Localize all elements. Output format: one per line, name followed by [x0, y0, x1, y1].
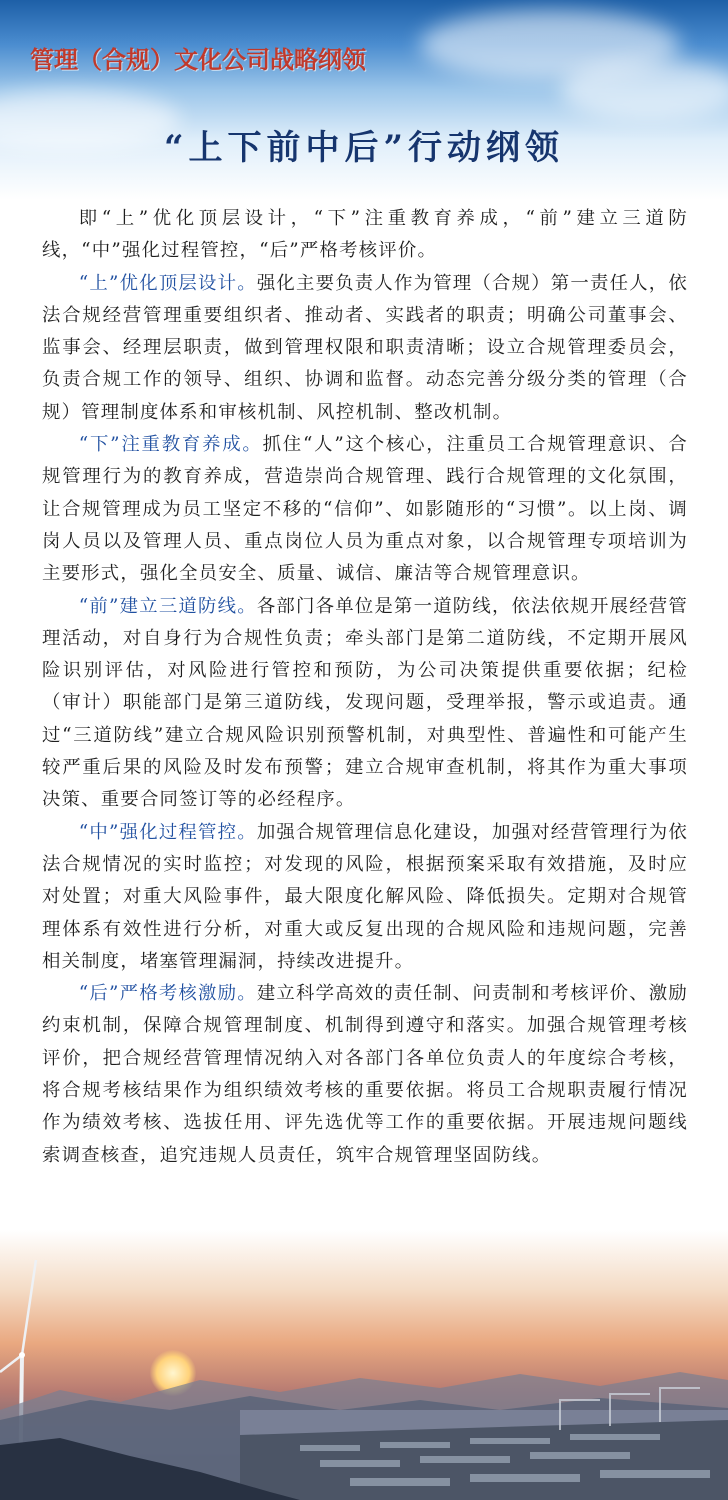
paragraph-lead: “前”建立三道防线。 [78, 595, 257, 617]
paragraph-three-lines [42, 591, 688, 817]
paragraph-body: 抓住“人”这个核心，注重员工合规管理意识、合规管理行为的教育养成，营造崇尚合规管理、践行合规管理的文化氛围，让合规管理成为员工坚定不移的“信仰”、如影随形的“习惯”。以上岗、调岗人员以及管理人员、重点岗位人员为重点对象，以合规管理专项培训为主要形式，强化全员安全、质量、诚信、廉洁等合规管理意识。 [42, 434, 688, 585]
paragraph-top-design [42, 268, 688, 429]
paragraph-education [42, 429, 688, 590]
intro-paragraph [42, 203, 688, 268]
cloud-decoration [560, 60, 728, 120]
paragraph-assessment [42, 978, 688, 1172]
paragraph-process-control [42, 817, 688, 978]
landscape-illustration [0, 1260, 728, 1500]
page-title: “上下前中后”行动纲领 [163, 128, 565, 168]
paragraph-lead: “下”注重教育养成。 [78, 434, 263, 456]
paragraph-lead: “中”强化过程管控。 [78, 821, 257, 843]
paragraph-body: 加强合规管理信息化建设，加强对经营管理行为依法合规情况的实时监控；对发现的风险，根据预案采取有效措施，及时应对处置；对重大风险事件，最大限度化解风险、降低损失。定期对合规管理体系有效性进行分析，对重大或反复出现的合规风险和违规问题，完善相关制度，堵塞管理漏洞，持续改进提升。 [42, 821, 688, 972]
paragraph-lead: “上”优化顶层设计。 [78, 272, 257, 294]
article-body [42, 203, 688, 1172]
series-title: 管理（合规）文化公司战略纲领 [30, 46, 366, 74]
paragraph-lead: “后”严格考核激励。 [78, 983, 257, 1005]
paragraph-body: 强化主要负责人作为管理（合规）第一责任人，依法合规经营管理重要组织者、推动者、实践者的职责；明确公司董事会、监事会、经理层职责，做到管理权限和职责清晰；设立合规管理委员会，负责合规工作的领导、组织、协调和监督。动态完善分级分类的管理（合规）管理制度体系和审核机制、风控机制、整改机制。 [42, 272, 688, 423]
paragraph-body: 即“上”优化顶层设计，“下”注重教育养成，“前”建立三道防线，“中”强化过程管控，“后”严格考核评价。 [42, 208, 688, 262]
paragraph-body: 各部门各单位是第一道防线，依法依规开展经营管理活动，对自身行为合规性负责；牵头部门是第二道防线，不定期开展风险识别评估，对风险进行管控和预防，为公司决策提供重要依据；纪检（审计）职能部门是第三道防线，发现问题，受理举报，警示或追责。通过“三道防线”建立合规风险识别预警机制，对典型性、普遍性和可能产生较严重后果的风险及时发布预警；建立合规审查机制，将其作为重大事项决策、重要合同签订等的必经程序。 [42, 595, 688, 811]
paragraph-body: 建立科学高效的责任制、问责制和考核评价、激励约束机制，保障合规管理制度、机制得到遵守和落实。加强合规管理考核评价，把合规经营管理情况纳入对各部门各单位负责人的年度综合考核，将合规考核结果作为组织绩效考核的重要依据。将员工合规职责履行情况作为绩效考核、选拔任用、评先选优等工作的重要依据。开展违规问题线索调查核查，追究违规人员责任，筑牢合规管理坚固防线。 [42, 983, 688, 1166]
